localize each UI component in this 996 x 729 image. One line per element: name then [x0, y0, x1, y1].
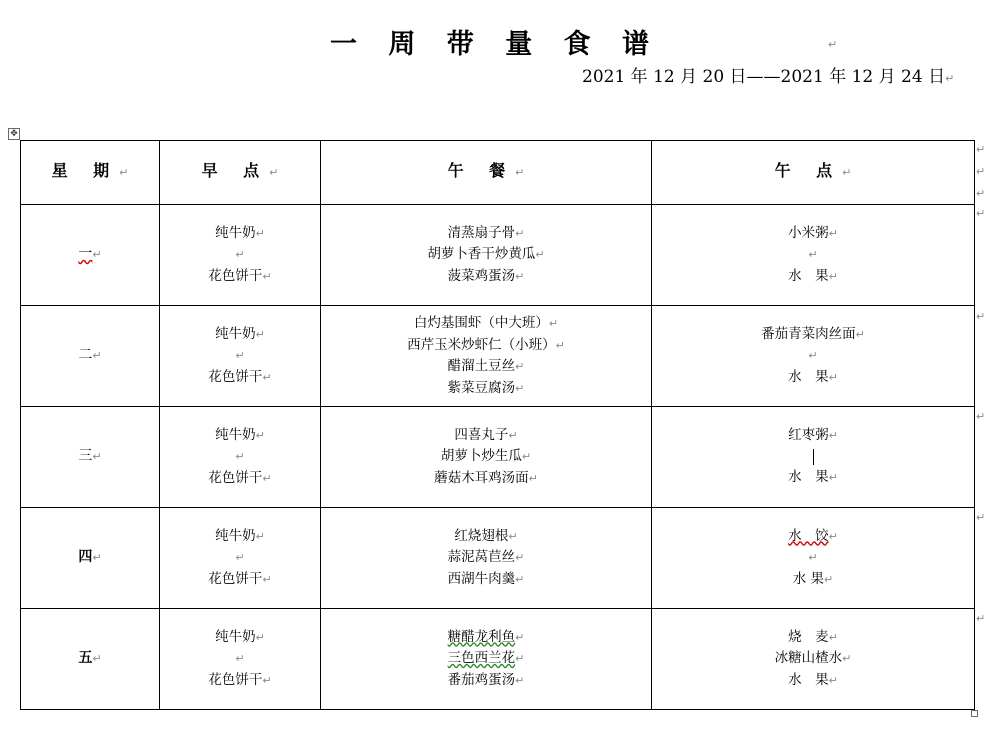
paragraph-mark: ↵	[92, 652, 102, 666]
snack-cell[interactable]	[652, 609, 975, 710]
menu-item: 纯牛奶↵	[215, 527, 265, 544]
header-weekday: 星 期	[51, 161, 120, 181]
menu-item: ↵	[235, 248, 245, 262]
paragraph-mark: ↵	[828, 38, 838, 51]
menu-item: 水 果↵	[788, 368, 838, 385]
menu-item: ↵	[808, 551, 818, 565]
table-row	[21, 205, 975, 306]
header-breakfast: 早 点	[201, 161, 270, 181]
day-cell[interactable]	[21, 508, 160, 609]
header-cell[interactable]	[652, 141, 975, 205]
menu-item: ↵	[235, 652, 245, 666]
menu-item: 小米粥↵	[788, 224, 838, 241]
menu-item: 清蒸扇子骨↵	[447, 224, 525, 241]
table-row	[21, 508, 975, 609]
day-label: 二	[78, 347, 93, 364]
breakfast-cell[interactable]	[160, 205, 321, 306]
snack-cell[interactable]	[652, 306, 975, 407]
menu-item: 花色饼干↵	[208, 671, 272, 688]
menu-item: 蘑菇木耳鸡汤面↵	[434, 469, 538, 486]
paragraph-mark: ↵	[842, 166, 852, 180]
menu-item: ↵	[235, 551, 245, 565]
lunch-cell[interactable]	[321, 306, 652, 407]
row-end-mark: ↵	[976, 511, 986, 524]
snack-cell[interactable]	[652, 407, 975, 508]
paragraph-mark: ↵	[92, 248, 102, 262]
menu-item: 水 果↵	[792, 570, 834, 587]
menu-item: 三色西兰花↵	[447, 650, 525, 667]
paragraph-mark: ↵	[92, 551, 102, 565]
row-end-mark: ↵	[976, 207, 986, 220]
menu-item: 红枣粥↵	[788, 427, 838, 444]
page-title: 一 周 带 量 食 谱	[330, 29, 660, 60]
day-cell[interactable]	[21, 306, 160, 407]
row-end-mark: ↵	[976, 165, 986, 178]
lunch-cell[interactable]	[321, 205, 652, 306]
row-end-mark: ↵	[976, 143, 986, 156]
paragraph-mark: ↵	[92, 450, 102, 464]
menu-item: 水 果↵	[788, 267, 838, 284]
snack-cell[interactable]	[652, 205, 975, 306]
table-header-row	[21, 141, 975, 205]
paragraph-mark: ↵	[92, 349, 102, 363]
lunch-cell[interactable]	[321, 508, 652, 609]
header-cell[interactable]	[321, 141, 652, 205]
paragraph-mark: ↵	[515, 166, 525, 180]
menu-item: 西湖牛肉羹↵	[447, 570, 525, 587]
paragraph-mark: ↵	[945, 72, 955, 85]
paragraph-mark: ↵	[119, 166, 129, 180]
breakfast-cell[interactable]	[160, 407, 321, 508]
menu-item: 花色饼干↵	[208, 570, 272, 587]
menu-item: 蒜泥莴苣丝↵	[447, 549, 525, 566]
menu-item	[652, 447, 974, 468]
menu-item: 烧 麦↵	[788, 628, 838, 645]
header-cell[interactable]	[160, 141, 321, 205]
menu-item: 醋溜土豆丝↵	[447, 358, 525, 374]
table-resize-handle[interactable]	[971, 710, 978, 717]
day-label: 三	[78, 448, 93, 465]
date-range: 2021 年 12 月 20 日——2021 年 12 月 24 日↵	[582, 67, 955, 87]
menu-item: 胡萝卜香干炒黄瓜↵	[427, 246, 545, 263]
header-snack: 午 点	[774, 161, 843, 181]
header-cell[interactable]	[21, 141, 160, 205]
menu-item: 四喜丸子↵	[454, 426, 518, 443]
menu-item: 花色饼干↵	[208, 469, 272, 486]
menu-item: ↵	[235, 450, 245, 464]
menu-item: ↵	[235, 349, 245, 363]
breakfast-cell[interactable]	[160, 306, 321, 407]
lunch-cell[interactable]	[321, 609, 652, 710]
table-row	[21, 306, 975, 407]
menu-item: 水 果↵	[788, 671, 838, 688]
menu-item: 纯牛奶↵	[215, 426, 265, 443]
menu-item: 白灼基围虾（中大班）↵	[413, 315, 559, 331]
table-row	[21, 407, 975, 508]
row-end-mark: ↵	[976, 310, 986, 323]
paragraph-mark: ↵	[269, 166, 279, 180]
menu-item: 纯牛奶↵	[215, 628, 265, 645]
row-end-mark: ↵	[976, 612, 986, 625]
text-cursor	[813, 449, 814, 465]
menu-item: 水 饺↵	[788, 527, 838, 544]
day-cell[interactable]	[21, 609, 160, 710]
menu-item: 纯牛奶↵	[215, 325, 265, 342]
menu-item: 花色饼干↵	[208, 267, 272, 284]
menu-item: 纯牛奶↵	[215, 224, 265, 241]
menu-table	[20, 140, 975, 710]
breakfast-cell[interactable]	[160, 508, 321, 609]
day-cell[interactable]	[21, 407, 160, 508]
menu-item: ↵	[808, 248, 818, 262]
row-end-mark: ↵	[976, 410, 986, 423]
menu-item: 紫菜豆腐汤↵	[447, 379, 525, 396]
row-end-mark: ↵	[976, 187, 986, 200]
menu-item: 菠菜鸡蛋汤↵	[447, 267, 525, 284]
menu-item: 西芹玉米炒虾仁（小班）↵	[407, 336, 565, 353]
menu-item: 番茄青菜肉丝面↵	[761, 325, 865, 342]
day-label: 五	[78, 650, 93, 667]
table-row	[21, 609, 975, 710]
menu-item: ↵	[808, 349, 818, 363]
breakfast-cell[interactable]	[160, 609, 321, 710]
menu-item: 番茄鸡蛋汤↵	[447, 671, 525, 688]
day-label: 一	[78, 246, 93, 263]
table-move-handle-icon[interactable]: ✥	[8, 128, 20, 140]
snack-cell[interactable]	[652, 508, 975, 609]
menu-item: 红烧翅根↵	[454, 527, 518, 544]
menu-item: 水 果↵	[788, 469, 838, 486]
header-lunch: 午 餐	[447, 161, 516, 181]
menu-item: 胡萝卜炒生瓜↵	[440, 448, 532, 465]
day-cell[interactable]	[21, 205, 160, 306]
menu-item: 糖醋龙利鱼↵	[447, 628, 525, 645]
menu-item: 冰糖山楂水↵	[774, 650, 852, 667]
lunch-cell[interactable]	[321, 407, 652, 508]
menu-item: 花色饼干↵	[208, 368, 272, 385]
day-label: 四	[78, 549, 93, 566]
